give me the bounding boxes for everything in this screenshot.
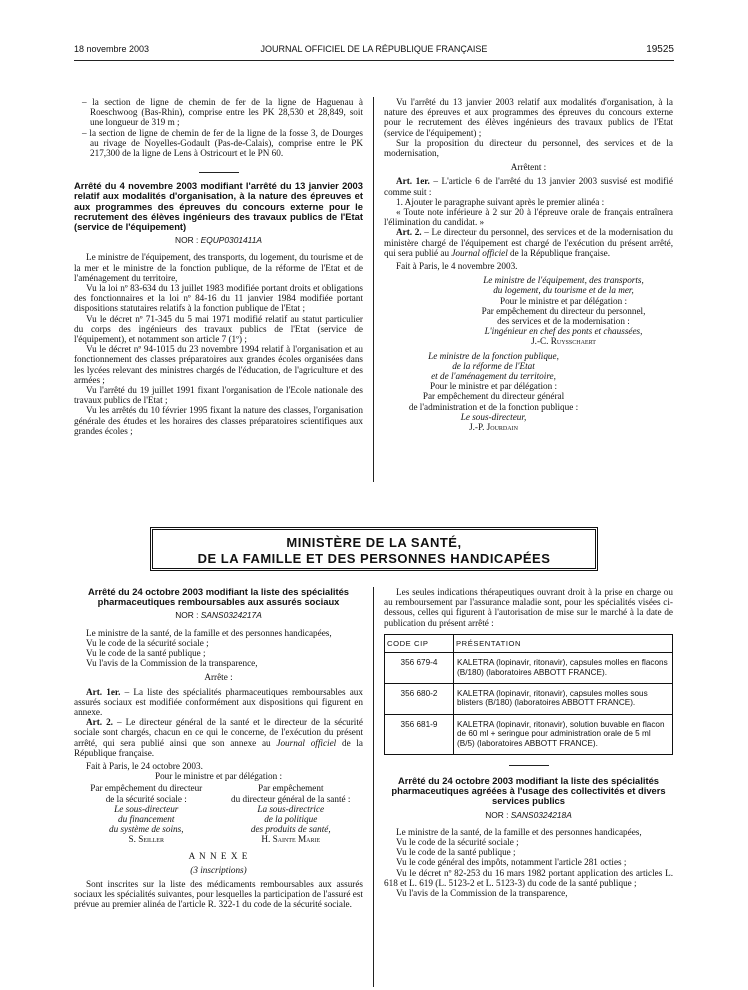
- signatory-name: S. Seiller: [128, 834, 164, 845]
- header-date: 18 novembre 2003: [74, 44, 150, 54]
- table-cell: 356 679-4: [385, 653, 454, 684]
- paragraph: Sur la proposition du directeur du personnel, des services et de la modernisation,: [384, 137, 673, 159]
- paragraph: Vu l'avis de la Commission de la transparence,: [86, 658, 258, 669]
- header-page-number: 19525: [646, 44, 674, 55]
- column-1: [74, 97, 363, 436]
- table-row: [385, 714, 673, 754]
- table-cell: 356 681-9: [385, 714, 454, 754]
- paragraph: Le ministre de l'équipement, des transports, du logement, du tourisme et de la mer et le ministre de la fonction publique, de la réforme de l'Etat et de l'aménagement du territoire,: [74, 252, 363, 283]
- column-divider-bottom: [373, 587, 374, 987]
- signatory-name: J.-C. Ruysschaert: [531, 336, 596, 347]
- paragraph: Vu le décret nº 82-253 du 16 mars 1982 portant application des articles L. 618 et L. 619 (L. 5123-2 et L. 5123-3) du code de la santé publique ;: [384, 867, 673, 888]
- table-header: PRÉSENTATION: [454, 634, 673, 652]
- annexe-subheading: (3 inscriptions): [190, 864, 247, 875]
- table-header: CODE CIP: [385, 634, 454, 652]
- paragraph: Vu le décret nº 71-345 du 5 mai 1971 modifié relatif au statut particulier du corps des ingénieurs des travaux publics de l'Etat (service de l'équipement), et notamment son article 7 (1º) ;: [74, 313, 363, 345]
- page-header: [74, 44, 674, 58]
- signature-block-2: Le ministre de la fonction publique, de la réforme de l'Etat et de l'aménagement du territoire, Pour le ministre et par délégation : Par empêchement du directeur général de l'administration et de la fonction publique : Le sous-directeur, J.-P. Jourdain: [384, 351, 603, 433]
- decree-title: Arrêté du 4 novembre 2003 modifiant l'arrêté du 13 janvier 2003 relatif aux modalités d'organisation, à la nature des épreuves et aux programmes des épreuves du concours externe pour le recrutement des élèves ingénieurs des travaux publics de l'Etat (service de l'équipement): [74, 180, 363, 233]
- paragraph: Vu le code de la santé publique ;: [86, 648, 206, 659]
- paragraph: Vu l'arrêté du 13 janvier 2003 relatif aux modalités d'organisation, à la nature des épreuves et aux programmes des épreuves du concours externe pour le recrutement des élèves ingénieurs des travaux publics de l'Etat (service de l'équipement) ;: [384, 97, 673, 138]
- header-rule: [74, 60, 674, 61]
- signature-left: Par empêchement du directeur de la sécurité sociale : Le sous-directeur du financement du système de soins, S. Seiller: [74, 783, 219, 844]
- table-row: [385, 684, 673, 715]
- paragraph: Vu le décret nº 94-1015 du 23 novembre 1994 relatif à l'organisation et au fonctionnement des classes préparatoires aux grandes écoles organisées dans les lycées relevant des ministres chargés de l'éducation, de l'agriculture et des armées ;: [74, 344, 363, 385]
- paragraph: Vu le code de la sécurité sociale ;: [86, 637, 209, 648]
- paragraph: Vu le code de la sécurité sociale ;: [396, 837, 519, 848]
- article-1: Art. 1er. – L'article 6 de l'arrêté du 13 janvier 2003 susvisé est modifié comme suit :: [384, 176, 673, 197]
- nor-reference: NOR : SANS0324218A: [485, 809, 572, 820]
- table-cell: KALETRA (lopinavir, ritonavir), solution buvable en flacon de 60 ml + seringue pour administration orale de 5 ml (B/5) (laboratoires ABBOTT FRANCE).: [454, 714, 673, 754]
- section-separator: [199, 172, 239, 173]
- signature-right: Par empêchement du directeur général de la santé : La sous-directrice de la politique des produits de santé, H. Sainte Marie: [219, 783, 364, 844]
- paragraph: Le ministre de la santé, de la famille et des personnes handicapées,: [396, 826, 642, 837]
- paragraph: Le ministre de la santé, de la famille et des personnes handicapées,: [86, 627, 332, 638]
- paragraph: Vu les arrêtés du 10 février 1995 fixant la nature des classes, l'organisation générale des études et les horaires des classes préparatoires scientifiques aux grandes écoles ;: [74, 405, 363, 436]
- column-2: [384, 97, 673, 432]
- article-1-item: « Toute note inférieure à 2 sur 20 à l'épreuve orale de français entraînera l'élimination du candidat. »: [384, 207, 673, 228]
- section-separator: [509, 765, 549, 766]
- header-journal-title: JOURNAL OFFICIEL DE LA RÉPUBLIQUE FRANÇAISE: [260, 44, 488, 54]
- table-cell: 356 680-2: [385, 684, 454, 715]
- paragraph: Vu le code général des impôts, notamment l'article 281 octies ;: [396, 857, 627, 868]
- intro-list: [74, 97, 363, 158]
- article-2: Art. 2. – Le directeur du personnel, des services et de la modernisation du ministère chargé de l'équipement est chargé de l'exécution du présent arrêté, qui sera publié au Journal officiel de la République française.: [384, 227, 673, 258]
- paragraph: Vu l'avis de la Commission de la transparence,: [396, 888, 568, 899]
- presentation-table: [384, 634, 673, 755]
- table-cell: KALETRA (lopinavir, ritonavir), capsules molles en flacons (B/180) (laboratoires ABBOTT FRANCE).: [454, 653, 673, 684]
- arretent-heading: Arrêtent :: [510, 162, 547, 173]
- arrete-heading: Arrête :: [204, 672, 233, 683]
- table-cell: KALETRA (lopinavir, ritonavir), capsules molles sous blisters (B/180) (laboratoires ABBOTT FRANCE).: [454, 684, 673, 715]
- paragraph: Sont inscrites sur la liste des médicaments remboursables aux assurés sociaux les spécialités suivantes, pour lesquelles la participation de l'assuré est prévue au premier alinéa de l'article R. 322-1 du code de la sécurité sociale.: [74, 879, 363, 910]
- nor-reference: NOR : SANS0324217A: [175, 610, 262, 621]
- paragraph: Les seules indications thérapeutiques ouvrant droit à la prise en charge ou au remboursement par l'assurance maladie sont, pour les spécialités visées ci-dessous, celles qui figurent à l'autorisation de mise sur le marché à la date de publication du présent arrêté :: [384, 587, 673, 628]
- decree-title: Arrêté du 24 octobre 2003 modifiant la liste des spécialités pharmaceutiques remboursables aux assurés sociaux: [87, 586, 350, 608]
- article-1-item: 1. Ajouter le paragraphe suivant après le premier alinéa :: [396, 196, 605, 207]
- paragraph: Vu l'arrêté du 19 juillet 1991 fixant l'organisation de l'Ecole nationale des travaux publics de l'Etat ;: [74, 385, 363, 406]
- table-header-row: [385, 634, 673, 652]
- annexe-heading: A N N E X E: [188, 850, 249, 861]
- table-row: [385, 653, 673, 684]
- paragraph: Vu le code de la santé publique ;: [396, 847, 516, 858]
- article-2: Art. 2. – Le directeur général de la santé et le directeur de la sécurité sociale sont chargés, chacun en ce qui le concerne, de l'exécution du présent arrêté, qui sera publié ainsi que son annexe au Journal officiel de la République française.: [74, 717, 364, 758]
- signature-blocks: [74, 783, 363, 844]
- ministry-banner: MINISTÈRE DE LA SANTÉ, DE LA FAMILLE ET DES PERSONNES HANDICAPÉES: [150, 527, 598, 571]
- decree-title: Arrêté du 24 octobre 2003 modifiant la liste des spécialités pharmaceutiques agréées à l'usage des collectivités et divers services publics: [391, 775, 666, 807]
- fait-a-paris: Fait à Paris, le 24 octobre 2003.: [86, 761, 203, 772]
- signatory-name: H. Sainte Marie: [261, 834, 321, 845]
- list-item: – la section de ligne de chemin de fer de la ligne de Haguenau à Roeschwoog (Bas-Rhin), comprise entre les PK 28,530 et 28,849, soit une longueur de 319 m ;: [82, 97, 363, 128]
- column-3: [74, 587, 363, 910]
- signature-block-1: Le ministre de l'équipement, des transports, du logement, du tourisme et de la mer, Pour le ministre et par délégation : Par empêchement du directeur du personnel, des services et de la modernisation : L'ingénieur en chef des ponts et chaussées, J.-C. Ruysschaert: [454, 275, 673, 346]
- nor-reference: NOR : EQUP0301411A: [175, 235, 262, 246]
- article-1: Art. 1er. – La liste des spécialités pharmaceutiques remboursables aux assurés sociaux est modifiée conformément aux dispositions qui figurent en annexe.: [74, 686, 363, 718]
- fait-a-paris: Fait à Paris, le 4 novembre 2003.: [396, 261, 518, 272]
- paragraph: Vu la loi nº 83-634 du 13 juillet 1983 modifiée portant droits et obligations des fonctionnaires et la loi nº 84-16 du 11 janvier 1984 modifiée portant dispositions statutaires relatifs à la fonction publique de l'Etat ;: [74, 283, 363, 314]
- delegation-line: Pour le ministre et par délégation :: [154, 771, 283, 782]
- list-item: – la section de ligne de chemin de fer de la ligne de la fosse 3, de Dourges au rivage de Noyelles-Godault (Pas-de-Calais), comprise entre le PK 217,300 de la ligne de Lens à Ostricourt et le PN 60.: [82, 127, 363, 159]
- signatory-name: J.-P. Jourdain: [469, 422, 518, 433]
- column-4: [384, 587, 673, 898]
- column-divider-top: [373, 97, 374, 482]
